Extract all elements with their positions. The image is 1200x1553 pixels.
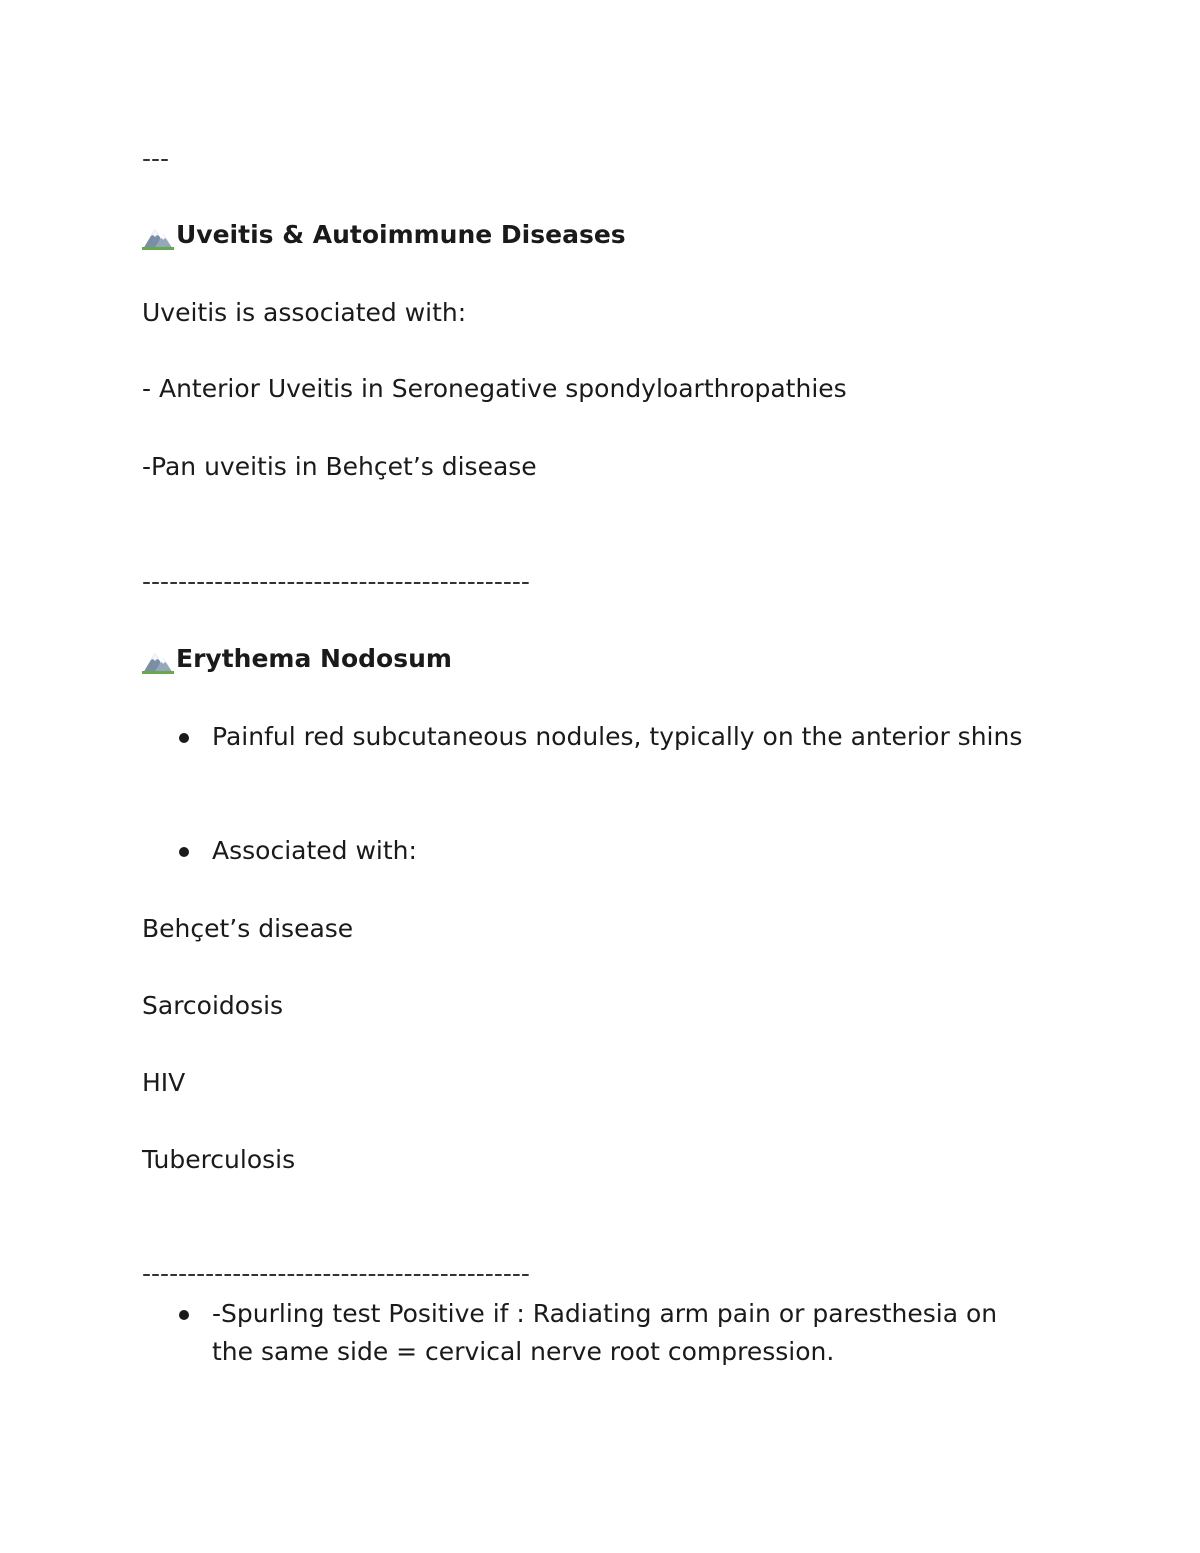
mountain-snow-icon	[142, 647, 174, 675]
list-item-text: Painful red subcutaneous nodules, typically on the anterior shins	[212, 722, 1023, 751]
divider-rule: -------------------------------------------	[142, 1259, 530, 1288]
association-tuberculosis: Tuberculosis	[142, 1145, 296, 1174]
bullet-icon	[179, 847, 189, 857]
bullet-icon	[179, 1310, 189, 1320]
heading-text: Erythema Nodosum	[176, 644, 452, 673]
divider-rule: -------------------------------------------	[142, 567, 530, 596]
association-behcet: Behçet’s disease	[142, 914, 354, 943]
section-heading-erythema-nodosum	[142, 640, 452, 678]
top-rule: ---	[142, 144, 170, 173]
list-item-text: Associated with:	[212, 836, 417, 865]
uveitis-line-pan: -Pan uveitis in Behçet’s disease	[142, 452, 537, 481]
association-hiv: HIV	[142, 1068, 186, 1097]
bullet-icon	[179, 733, 189, 743]
heading-text: Uveitis & Autoimmune Diseases	[176, 220, 626, 249]
section-heading-uveitis	[142, 216, 626, 254]
uveitis-line-anterior: - Anterior Uveitis in Seronegative spondyloarthropathies	[142, 374, 847, 403]
association-sarcoidosis: Sarcoidosis	[142, 991, 284, 1020]
section-intro: Uveitis is associated with:	[142, 298, 467, 327]
list-item-text: -Spurling test Positive if : Radiating arm pain or paresthesia on the same side = cervical nerve root compression.	[212, 1299, 998, 1366]
mountain-snow-icon	[142, 223, 174, 251]
